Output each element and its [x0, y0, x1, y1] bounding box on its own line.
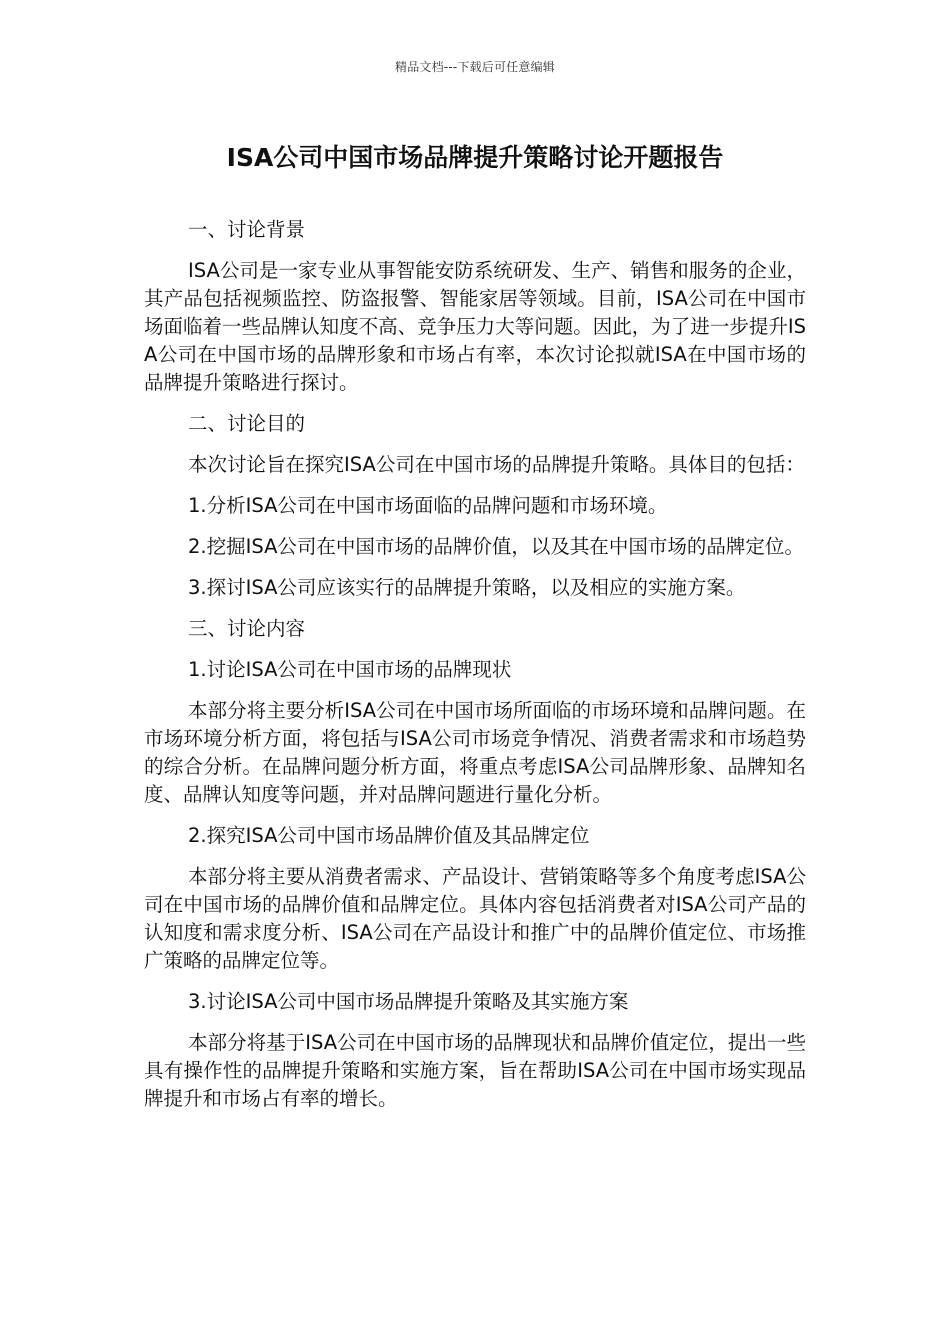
paragraph-background: ISA公司是一家专业从事智能安防系统研发、生产、销售和服务的企业，其产品包括视频监控、防盗报警、智能家居等领域。目前，ISA公司在中国市场面临着一些品牌认知度不高、竞争压力大等问题。因此，为了进一步提升ISA公司在中国市场的品牌形象和市场占有率，本次讨论拟就ISA在中国市场的品牌提升策略进行探讨。 — [144, 259, 806, 394]
paragraph-content-1: 本部分将主要分析ISA公司在中国市场所面临的市场环境和品牌问题。在市场环境分析方面，将包括与ISA公司市场竞争情况、消费者需求和市场趋势的综合分析。在品牌问题分析方面，将重点考虑ISA公司品牌形象、品牌知名度、品牌认知度等问题，并对品牌问题进行量化分析。 — [144, 699, 806, 806]
purpose-item-3: 3.探讨ISA公司应该实行的品牌提升策略，以及相应的实施方案。 — [188, 576, 746, 599]
purpose-item-2: 2.挖掘ISA公司在中国市场的品牌价值，以及其在中国市场的品牌定位。 — [188, 535, 804, 558]
section-heading-content: 三、讨论内容 — [188, 617, 306, 640]
paragraph-content-3: 本部分将基于ISA公司在中国市场的品牌现状和品牌价值定位，提出一些具有操作性的品牌提升策略和实施方案，旨在帮助ISA公司在中国市场实现品牌提升和市场占有率的增长。 — [144, 1031, 806, 1110]
subheading-content-3: 3.讨论ISA公司中国市场品牌提升策略及其实施方案 — [188, 990, 629, 1013]
section-heading-background: 一、讨论背景 — [188, 218, 306, 241]
paragraph-content-2: 本部分将主要从消费者需求、产品设计、营销策略等多个角度考虑ISA公司在中国市场的品牌价值和品牌定位。具体内容包括消费者对ISA公司产品的认知度和需求度分析、ISA公司在产品设计和推广中的品牌价值定位、市场推广策略的品牌定位等。 — [144, 865, 806, 972]
header-note: 精品文档---下载后可任意编辑 — [395, 60, 555, 74]
document-body — [144, 216, 806, 1126]
paragraph-purpose-intro: 本次讨论旨在探究ISA公司在中国市场的品牌提升策略。具体目的包括： — [188, 453, 805, 476]
document-title: ISA公司中国市场品牌提升策略讨论开题报告 — [226, 143, 724, 172]
subheading-content-2: 2.探究ISA公司中国市场品牌价值及其品牌定位 — [188, 824, 590, 847]
section-heading-purpose: 二、讨论目的 — [188, 412, 306, 435]
purpose-item-1: 1.分析ISA公司在中国市场面临的品牌问题和市场环境。 — [188, 494, 668, 517]
subheading-content-1: 1.讨论ISA公司在中国市场的品牌现状 — [188, 658, 512, 681]
